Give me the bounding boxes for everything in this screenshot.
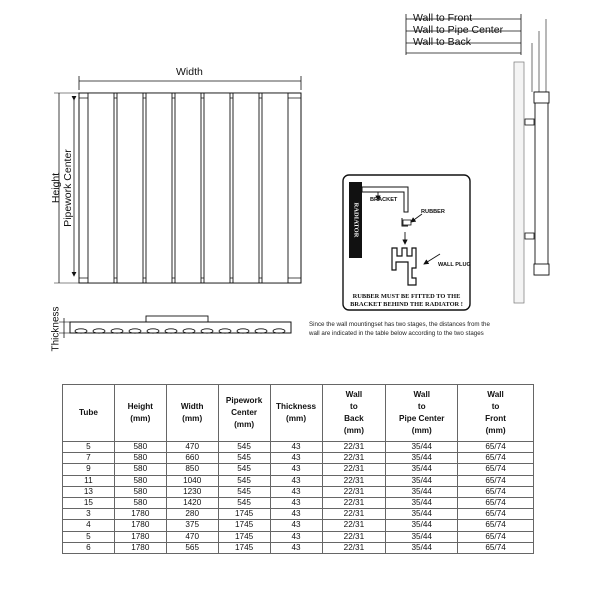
column-header-line: Width — [180, 402, 204, 411]
front-view — [54, 76, 301, 283]
table-cell: 22/31 — [322, 542, 386, 553]
table-cell: 35/44 — [386, 486, 458, 497]
table-cell: 65/74 — [458, 486, 534, 497]
table-cell: 65/74 — [458, 520, 534, 531]
table-cell: 1780 — [114, 531, 166, 542]
table-cell: 470 — [166, 442, 218, 453]
warning-line-1: RUBBER MUST BE FITTED TO THE — [352, 293, 461, 300]
column-header-line: to — [491, 402, 500, 411]
table-cell: 4 — [63, 520, 115, 531]
spec-table-body — [63, 442, 534, 554]
stage-note-line-2: wall are indicated in the table below according to the two stages — [309, 330, 484, 337]
table-cell: 35/44 — [386, 442, 458, 453]
top-view — [59, 316, 291, 338]
column-header — [166, 385, 218, 442]
table-cell: 7 — [63, 453, 115, 464]
table-cell: 22/31 — [322, 464, 386, 475]
radiator-profile — [535, 92, 548, 275]
spec-table — [62, 384, 534, 554]
radiator-label: RADIATOR — [352, 202, 359, 238]
table-cell: 65/74 — [458, 542, 534, 553]
table-cell: 580 — [114, 442, 166, 453]
table-cell: 43 — [270, 509, 322, 520]
column-header-line: (mm) — [234, 420, 255, 429]
table-cell: 565 — [166, 542, 218, 553]
table-cell: 43 — [270, 442, 322, 453]
table-cell: 35/44 — [386, 464, 458, 475]
table-cell: 660 — [166, 453, 218, 464]
column-header-line: (mm) — [182, 414, 203, 423]
table-cell: 22/31 — [322, 475, 386, 486]
table-row — [63, 509, 534, 520]
table-row — [63, 453, 534, 464]
column-header-line: to — [350, 402, 358, 411]
column-header-line: to — [417, 402, 426, 411]
table-cell: 22/31 — [322, 509, 386, 520]
table-row — [63, 497, 534, 508]
column-header-line: Back — [344, 414, 364, 423]
table-cell: 1780 — [114, 509, 166, 520]
thickness-label: Thickness — [50, 306, 62, 352]
column-header — [114, 385, 166, 442]
wall-plug-label: WALL PLUG — [438, 262, 471, 268]
table-cell: 43 — [270, 475, 322, 486]
table-cell: 545 — [218, 442, 270, 453]
table-cell: 22/31 — [322, 531, 386, 542]
table-cell: 1745 — [218, 509, 270, 520]
column-header-line: Wall — [345, 390, 363, 399]
table-cell: 1040 — [166, 475, 218, 486]
table-cell: 470 — [166, 531, 218, 542]
column-header-line: Wall — [487, 390, 504, 399]
table-cell: 43 — [270, 453, 322, 464]
column-header — [63, 385, 115, 442]
table-cell: 545 — [218, 464, 270, 475]
column-header-line: (mm) — [485, 426, 506, 435]
wall — [514, 62, 524, 303]
table-cell: 43 — [270, 497, 322, 508]
table-row — [63, 442, 534, 453]
wall-to-back-label: Wall to Back — [413, 36, 471, 48]
table-cell: 1230 — [166, 486, 218, 497]
table-cell: 1780 — [114, 542, 166, 553]
table-cell: 13 — [63, 486, 115, 497]
wall-to-pipe-center-label: Wall to Pipe Center — [413, 24, 504, 36]
column-header — [322, 385, 386, 442]
table-cell: 35/44 — [386, 475, 458, 486]
table-cell: 580 — [114, 464, 166, 475]
wall-to-front-label: Wall to Front — [413, 12, 473, 24]
table-cell: 35/44 — [386, 453, 458, 464]
stage-note-line-1: Since the wall mountingset has two stages, the distances from the — [309, 321, 490, 328]
table-cell: 43 — [270, 531, 322, 542]
column-header-line: Thickness — [276, 402, 317, 411]
table-cell: 545 — [218, 475, 270, 486]
table-cell: 280 — [166, 509, 218, 520]
table-cell: 43 — [270, 542, 322, 553]
table-cell: 375 — [166, 520, 218, 531]
table-row — [63, 464, 534, 475]
column-header-line: Tube — [78, 408, 98, 417]
table-cell: 580 — [114, 475, 166, 486]
table-cell: 65/74 — [458, 475, 534, 486]
column-header-line: (mm) — [286, 414, 307, 423]
table-cell: 22/31 — [322, 453, 386, 464]
table-row — [63, 520, 534, 531]
table-cell: 22/31 — [322, 442, 386, 453]
spec-table-header — [63, 385, 534, 442]
table-cell: 15 — [63, 497, 115, 508]
column-header-line: Height — [127, 402, 154, 411]
column-header-line: Pipework — [225, 396, 263, 405]
table-cell: 43 — [270, 464, 322, 475]
table-row — [63, 486, 534, 497]
table-cell: 35/44 — [386, 542, 458, 553]
table-cell: 5 — [63, 442, 115, 453]
table-cell: 22/31 — [322, 486, 386, 497]
column-header-line: (mm) — [411, 426, 432, 435]
table-row — [63, 542, 534, 553]
rubber-label: RUBBER — [421, 209, 445, 215]
pipework-center-label: Pipework Center — [62, 149, 74, 227]
table-cell: 545 — [218, 497, 270, 508]
table-cell: 580 — [114, 497, 166, 508]
column-header-line: Front — [485, 414, 507, 423]
table-cell: 65/74 — [458, 442, 534, 453]
table-cell: 35/44 — [386, 531, 458, 542]
table-cell: 9 — [63, 464, 115, 475]
table-cell: 65/74 — [458, 497, 534, 508]
bracket-label: BRACKET — [370, 197, 398, 203]
column-header-line: Center — [231, 408, 258, 417]
column-header-line: (mm) — [343, 426, 364, 435]
table-cell: 1780 — [114, 520, 166, 531]
column-header — [386, 385, 458, 442]
table-cell: 580 — [114, 486, 166, 497]
table-cell: 850 — [166, 464, 218, 475]
table-cell: 1745 — [218, 542, 270, 553]
column-header-line: Wall — [413, 390, 430, 399]
table-cell: 3 — [63, 509, 115, 520]
table-cell: 35/44 — [386, 520, 458, 531]
column-header-line: Pipe Center — [398, 414, 445, 423]
column-header — [218, 385, 270, 442]
table-row — [63, 531, 534, 542]
table-cell: 545 — [218, 453, 270, 464]
table-row — [63, 475, 534, 486]
table-cell: 580 — [114, 453, 166, 464]
column-header — [458, 385, 534, 442]
table-cell: 22/31 — [322, 497, 386, 508]
table-cell: 5 — [63, 531, 115, 542]
radiator-tubes — [88, 93, 288, 283]
width-label: Width — [176, 66, 203, 78]
table-cell: 545 — [218, 486, 270, 497]
table-cell: 6 — [63, 542, 115, 553]
table-cell: 22/31 — [322, 520, 386, 531]
bracket-inset — [343, 175, 470, 310]
table-cell: 1745 — [218, 520, 270, 531]
stage-note — [309, 320, 490, 338]
warning-line-2: BRACKET BEHIND THE RADIATOR ! — [350, 301, 463, 308]
table-cell: 43 — [270, 520, 322, 531]
table-cell: 1420 — [166, 497, 218, 508]
table-cell: 35/44 — [386, 497, 458, 508]
column-header-line: (mm) — [130, 414, 151, 423]
table-cell: 43 — [270, 486, 322, 497]
table-cell: 11 — [63, 475, 115, 486]
table-cell: 35/44 — [386, 509, 458, 520]
height-label: Height — [50, 172, 62, 204]
table-cell: 65/74 — [458, 509, 534, 520]
table-cell: 1745 — [218, 531, 270, 542]
table-cell: 65/74 — [458, 453, 534, 464]
table-cell: 65/74 — [458, 464, 534, 475]
column-header — [270, 385, 322, 442]
table-cell: 65/74 — [458, 531, 534, 542]
